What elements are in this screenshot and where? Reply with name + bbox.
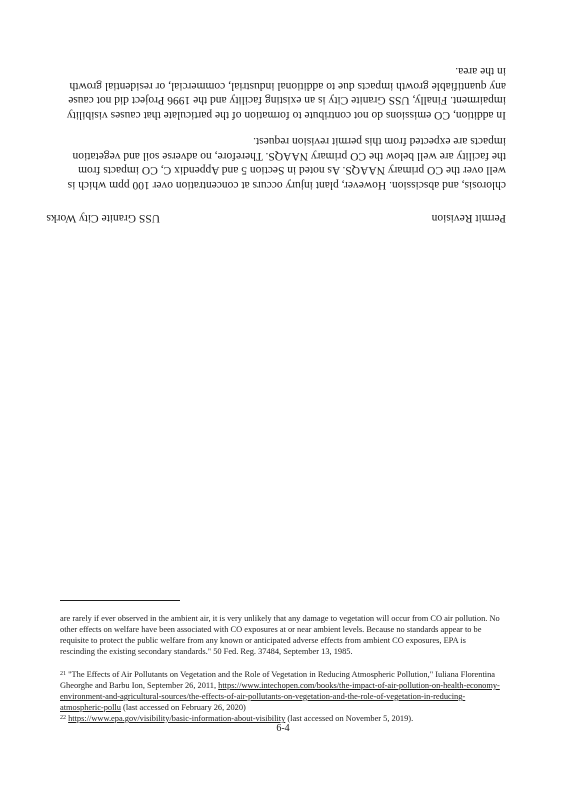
paragraph-text: In addition, CO emissions do not contribute to formation of the particulate that causes visibility impairment. Finally, USS Granite City is an existing facility and the 1996 Project did not cause any quantifiable growth impacts due to additional industrial, commercial, or residential growth in the area. [66, 65, 506, 121]
footnote-continuation [60, 613, 500, 657]
footnote-access-date: (last accessed on February 26, 2020) [123, 703, 246, 712]
body-paragraph-2 [62, 64, 506, 122]
footnote-marker: 22 [60, 715, 66, 721]
running-header-right: Permit Revision [431, 212, 506, 224]
footnote-marker: 21 [60, 671, 66, 677]
footnote-text: are rarely if ever observed in the ambient air, it is very unlikely that any damage to vegetation will occur from CO air pollution. No other effects on welfare have been associated with CO exposures at or near ambient levels. Because no standards appear to be requisite to protect the public welfare from any known or anticipated adverse effects from ambient CO exposures, EPA is rescinding the existing secondary standards." 50 Fed. Reg. 37484, September 13, 1985. [60, 614, 500, 656]
running-header-left: USS Granite City Works [46, 212, 160, 224]
footnote-text: "The Effects of Air Pollutants on Vegetation and the Role of Vegetation in Reducing Atmospheric Pollution," Iuliana Florentina Gheorghe and Barbu Ion, September 26, 2011, [60, 670, 496, 690]
footnote-access-date: (last accessed on November 5, 2019). [287, 714, 414, 723]
page-number: 6-4 [276, 723, 290, 734]
footnote-separator [60, 600, 180, 601]
footnote-21 [60, 669, 500, 713]
body-paragraph-1 [62, 134, 506, 192]
paragraph-text: chlorosis, and abscission. However, plant injury occurs at concentration over 100 ppm which is well over the CO primary NAAQS. As noted in Section 5 and Appendix C, CO impacts from the facility are well below the CO primary NAAQS. Therefore, no adverse soil and vegetation impacts are expected from this permit revision request. [67, 135, 506, 191]
footnote-link[interactable]: https://www.intechopen.com/books/the-impact-of-air-pollution-on-health-economy-environment-and-agricultural-sources/the-effects-of-air-pollutants-on-vegetation-and-the-role-of-vegetation-in-reducing-atmospheric-pollu [60, 681, 500, 712]
footnote-link[interactable]: https://www.epa.gov/visibility/basic-information-about-visibility [68, 714, 286, 723]
